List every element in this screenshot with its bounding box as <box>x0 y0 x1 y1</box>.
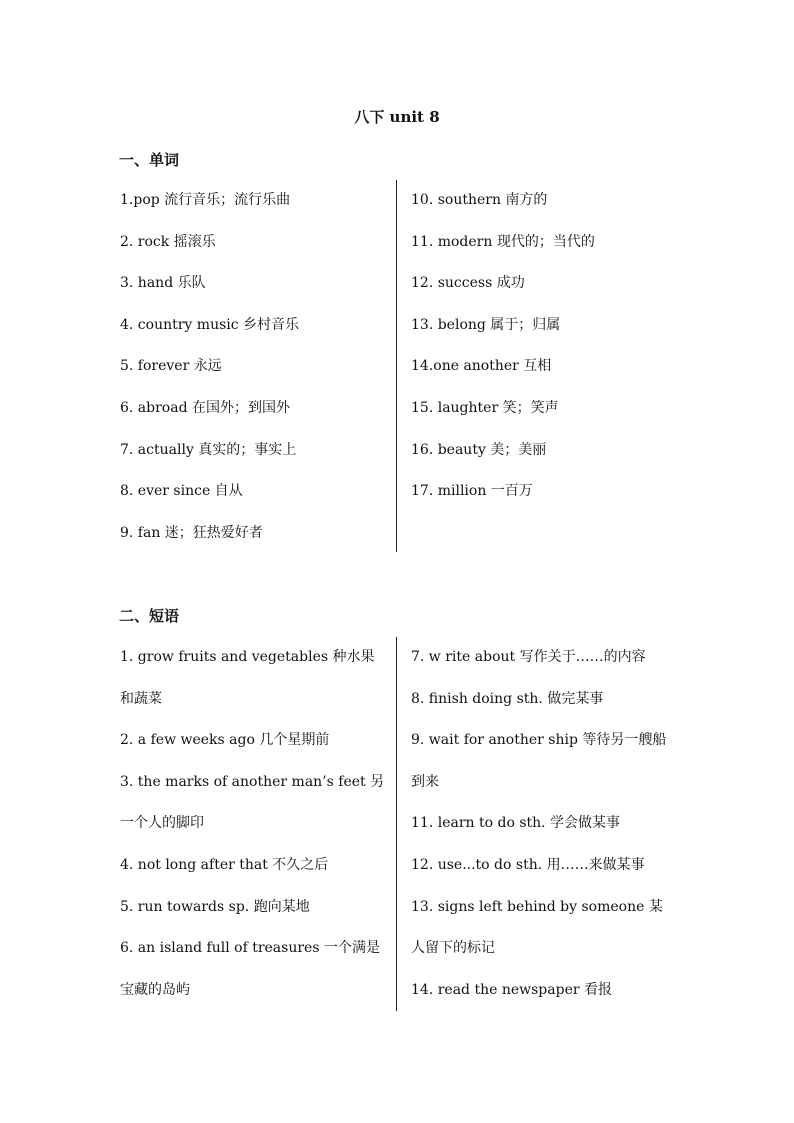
word-item: 14.one another 互相 <box>411 358 552 375</box>
column-divider <box>396 180 397 552</box>
word-item: 11. modern 现代的；当代的 <box>411 233 595 250</box>
word-item: 6. abroad 在国外；到国外 <box>120 399 290 416</box>
word-item: 7. actually 真实的；事实上 <box>120 441 297 458</box>
section-heading-words: 一、单词 <box>119 151 180 169</box>
phrase-item: 13. signs left behind by someone 某人留下的标记 <box>411 898 663 957</box>
word-item: 17. million 一百万 <box>411 483 533 500</box>
word-item: 13. belong 属于；归属 <box>411 316 561 333</box>
phrase-item: 1. grow fruits and vegetables 种水果和蔬菜 <box>120 649 375 707</box>
word-item: 10. southern 南方的 <box>411 192 548 208</box>
phrase-item: 4. not long after that 不久之后 <box>120 856 329 873</box>
word-item: 9. fan 迷；狂热爱好者 <box>120 524 263 541</box>
word-item: 3. hand 乐队 <box>120 275 206 292</box>
word-item: 12. success 成功 <box>411 275 525 292</box>
phrase-item: 2. a few weeks ago 几个星期前 <box>120 732 330 749</box>
phrase-item: 14. read the newspaper 看报 <box>411 981 612 998</box>
section-heading-phrases: 二、短语 <box>119 607 180 625</box>
word-item: 1.pop 流行音乐；流行乐曲 <box>120 192 291 208</box>
phrase-item: 3. the marks of another man’s feet 另一个人的脚印 <box>120 773 385 832</box>
phrase-item: 6. an island full of treasures 一个满是宝藏的岛屿 <box>120 940 380 998</box>
phrase-item: 12. use...to do sth. 用……来做某事 <box>411 856 645 873</box>
word-item: 5. forever 永远 <box>120 358 222 375</box>
word-item: 4. country music 乡村音乐 <box>120 316 300 333</box>
column-divider <box>396 637 397 1011</box>
word-item: 16. beauty 美；美丽 <box>411 441 547 458</box>
phrase-item: 5. run towards sp. 跑向某地 <box>120 898 310 915</box>
page-title: 八下 unit 8 <box>354 108 440 126</box>
phrase-list-right <box>411 637 673 1011</box>
word-item: 8. ever since 自从 <box>120 483 243 500</box>
word-list-left <box>120 180 386 554</box>
phrase-item: 8. finish doing sth. 做完某事 <box>411 690 604 707</box>
word-list-right <box>411 180 673 513</box>
word-item: 2. rock 摇滚乐 <box>120 233 216 250</box>
phrase-item: 7. w rite about 写作关于……的内容 <box>411 649 646 665</box>
phrase-item: 9. wait for another ship 等待另一艘船到来 <box>411 732 667 790</box>
word-item: 15. laughter 笑；笑声 <box>411 399 559 416</box>
phrase-list-left <box>120 637 386 1011</box>
phrase-item: 11. learn to do sth. 学会做某事 <box>411 815 621 832</box>
